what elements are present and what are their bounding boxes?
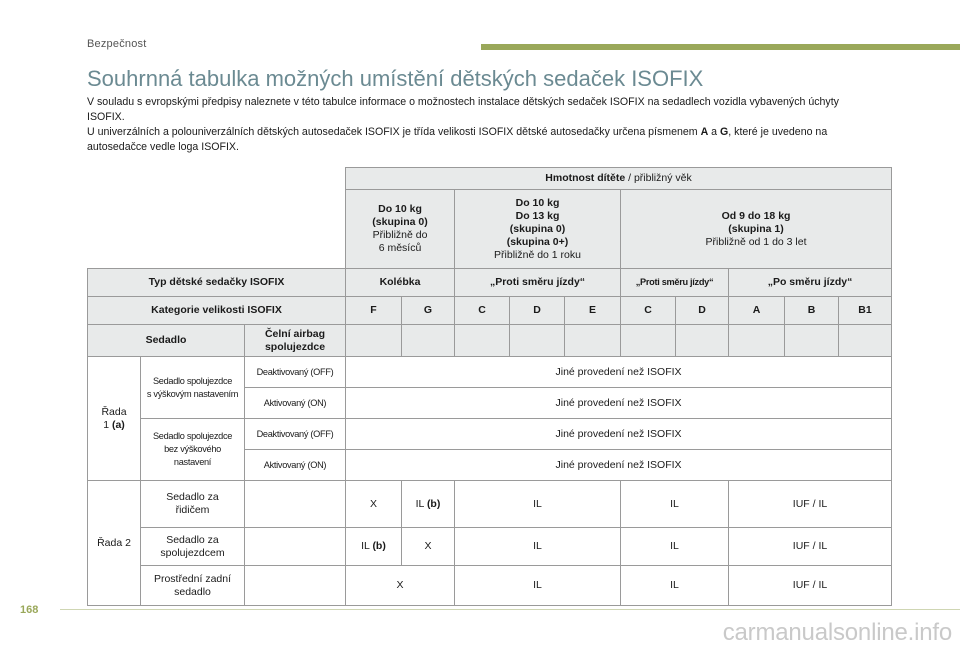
page-number: 168	[20, 604, 39, 616]
watermark: carmanualsonline.info	[722, 619, 952, 646]
size-label: Kategorie velikosti ISOFIX	[88, 297, 346, 325]
cell-il-b: IL (b)	[346, 528, 402, 566]
cell-il: IL	[455, 481, 621, 528]
cell-il: IL	[455, 566, 621, 606]
airbag-on-cell: Aktivovaný (ON)	[245, 388, 346, 419]
seat-rear-middle: Prostřední zadní sedadlo	[141, 566, 245, 606]
cell-il: IL	[455, 528, 621, 566]
cell-x: X	[346, 566, 455, 606]
group-0plus-header: Do 10 kg Do 13 kg (skupina 0) (skupina 0+) Přibližně do 1 roku	[455, 190, 621, 269]
cell-iuf-il: IUF / IL	[729, 528, 892, 566]
type-forward-facing: „Po směru jízdy“	[729, 269, 892, 297]
size-cell: B1	[839, 297, 892, 325]
seat-label: Sedadlo	[88, 325, 245, 357]
cell-x: X	[402, 528, 455, 566]
size-cell: C	[455, 297, 510, 325]
isofix-table	[87, 167, 892, 606]
airbag-off-cell: Deaktivovaný (OFF)	[245, 419, 346, 450]
page-title: Souhrnná tabulka možných umístění dětských sedaček ISOFIX	[87, 66, 704, 91]
seat-behind-passenger: Sedadlo za spolujezdcem	[141, 528, 245, 566]
section-accent-bar	[481, 44, 960, 50]
weight-header: Hmotnost dítěte / přibližný věk	[346, 168, 892, 190]
other-than-isofix-cell: Jiné provedení než ISOFIX	[346, 388, 892, 419]
cell-il: IL	[621, 481, 729, 528]
group-1-header: Od 9 do 18 kg (skupina 1) Přibližně od 1 do 3 let	[621, 190, 892, 269]
other-than-isofix-cell: Jiné provedení než ISOFIX	[346, 450, 892, 481]
cell-iuf-il: IUF / IL	[729, 566, 892, 606]
seat-passenger-adjustable: Sedadlo spolujezdce s výškovým nastavením	[141, 357, 245, 419]
type-carrycot: Kolébka	[346, 269, 455, 297]
size-cell: F	[346, 297, 402, 325]
intro-text	[87, 95, 877, 155]
other-than-isofix-cell: Jiné provedení než ISOFIX	[346, 419, 892, 450]
intro-paragraph-1: V souladu s evropskými předpisy naleznete v této tabulce informace o možnostech instalace dětských sedaček ISOFIX na sedadlech vozidla vybavených úchyty ISOFIX.	[87, 96, 839, 123]
size-cell: G	[402, 297, 455, 325]
size-cell: B	[785, 297, 839, 325]
cell-il: IL	[621, 528, 729, 566]
airbag-label: Čelní airbag spolujezdce	[245, 325, 346, 357]
size-cell: E	[565, 297, 621, 325]
row-2-label: Řada 2	[88, 481, 141, 606]
airbag-off-cell: Deaktivovaný (OFF)	[245, 357, 346, 388]
airbag-on-cell: Aktivovaný (ON)	[245, 450, 346, 481]
seat-passenger-fixed: Sedadlo spolujezdce bez výškového nastavení	[141, 419, 245, 481]
other-than-isofix-cell: Jiné provedení než ISOFIX	[346, 357, 892, 388]
size-cell: C	[621, 297, 676, 325]
type-rear-facing-2: „Proti směru jízdy“	[621, 269, 729, 297]
type-label: Typ dětské sedačky ISOFIX	[88, 269, 346, 297]
seat-behind-driver: Sedadlo za řidičem	[141, 481, 245, 528]
cell-iuf-il: IUF / IL	[729, 481, 892, 528]
cell-x: X	[346, 481, 402, 528]
size-cell: D	[676, 297, 729, 325]
intro-paragraph-2: U univerzálních a polouniverzálních dětských autosedaček ISOFIX je třída velikosti ISOFIX dětské autosedačky určena písmenem A a G, které je uvedeno na autosedačce vedle loga ISOFIX.	[87, 126, 828, 153]
row-1-label: Řada 1 (a)	[88, 357, 141, 481]
type-rear-facing-1: „Proti směru jízdy“	[455, 269, 621, 297]
cell-il-b: IL (b)	[402, 481, 455, 528]
size-cell: D	[510, 297, 565, 325]
group-0-header: Do 10 kg (skupina 0) Přibližně do 6 měsíců	[346, 190, 455, 269]
section-label: Bezpečnost	[87, 38, 147, 50]
cell-il: IL	[621, 566, 729, 606]
footer-divider	[60, 609, 960, 610]
size-cell: A	[729, 297, 785, 325]
